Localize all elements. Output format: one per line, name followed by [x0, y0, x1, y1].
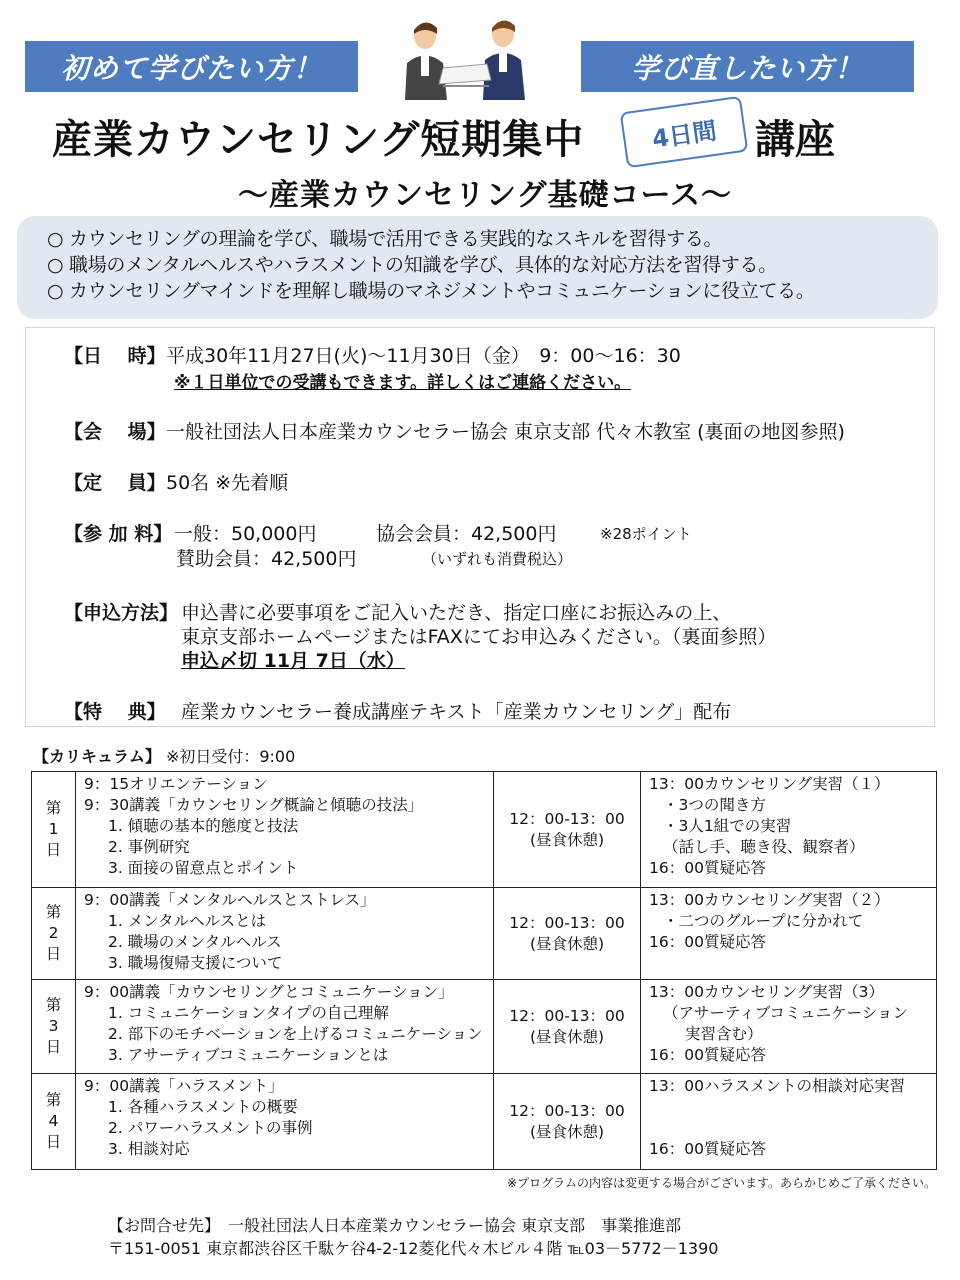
bonus-value: 産業カウンセラー養成講座テキスト「産業カウンセリング」配布 [181, 701, 732, 723]
table-row [32, 772, 937, 888]
capacity-label: 【定 員】 [64, 472, 166, 494]
schedule-line: 2. 事例研究 [108, 838, 190, 856]
schedule-line: 3. アサーティブコミュニケーションとは [108, 1046, 389, 1064]
venue-label: 【会 場】 [64, 421, 166, 443]
schedule-line: 16：00質疑応答 [649, 1140, 766, 1158]
table-row [32, 888, 937, 980]
lunch-time: 12：00-13：00 [509, 913, 625, 932]
morning-cell [76, 772, 494, 888]
curriculum-table [31, 771, 937, 1170]
schedule-line: 9：00講義「メンタルヘルスとストレス」 [84, 891, 376, 909]
lunch-cell [494, 1074, 641, 1170]
fee-points: ※28ポイント [600, 525, 692, 543]
day-text: 日 [45, 841, 62, 859]
date-note: ※１日単位での受講もできます。詳しくはご連絡ください。 [174, 373, 632, 393]
banner-left: 初めて学びたい方！ [25, 41, 358, 92]
day-text: 第 [45, 996, 62, 1014]
schedule-line: 13：00カウンセリング実習（２） [649, 891, 890, 909]
schedule-line: ・3人1組での実習 [663, 817, 792, 835]
curriculum-heading [33, 744, 295, 767]
info-box [25, 327, 935, 727]
apply-line2: 東京支部ホームページまたはFAXにてお申込みください。（裏面参照） [181, 626, 777, 648]
schedule-line: ・二つのグループに分かれて [663, 912, 864, 930]
schedule-line: ・3つの聞き方 [663, 796, 766, 814]
apply-label: 【申込方法】 [64, 602, 179, 624]
day-cell [32, 772, 76, 888]
afternoon-cell [641, 772, 937, 888]
schedule-line: （話し手、聴き役、観察者） [663, 838, 865, 856]
day-text: 1 [48, 820, 59, 838]
main-title: 産業カウンセリング短期集中 [52, 117, 585, 163]
curriculum-note: ※初日受付：9:00 [165, 747, 296, 766]
schedule-line: （アサーティブコミュニケーション [663, 1004, 909, 1022]
schedule-line: 13：00カウンセリング実習（１） [649, 775, 890, 793]
schedule-line: 13：00カウンセリング実習（3） [649, 983, 884, 1001]
fee-general: 一般：50,000円 [174, 523, 317, 545]
schedule-line: 13：00ハラスメントの相談対応実習 [649, 1077, 905, 1095]
day-text: 3 [48, 1017, 59, 1035]
lunch-time: 12：00-13：00 [509, 809, 625, 828]
schedule-line: 9：00講義「カウンセリングとコミュニケーション」 [84, 983, 454, 1001]
schedule-line: 1. メンタルヘルスとは [108, 912, 267, 930]
contact-line2: 〒151-0051 東京都渋谷区千駄ケ谷4-2-12菱化代々木ビル４階 ℡03－5772－1390 [108, 1239, 719, 1258]
goal-item: ○ 職場のメンタルヘルスやハラスメントの知識を学び、具体的な対応方法を習得する。 [47, 254, 777, 276]
spacer [649, 1097, 928, 1118]
morning-cell [76, 888, 494, 980]
schedule-line: 3. 職場復帰支援について [108, 954, 283, 972]
day-text: 第 [45, 1091, 62, 1109]
day-text: 日 [45, 1133, 62, 1151]
day-text: 4 [48, 1112, 59, 1130]
schedule-line: 2. 部下のモチベーションを上げるコミュニケーション [108, 1025, 483, 1043]
schedule-line: 1. 各種ハラスメントの概要 [108, 1098, 298, 1116]
schedule-line: 1. コミュニケーションタイプの自己理解 [108, 1004, 389, 1022]
goal-item: ○ カウンセリングの理論を学び、職場で活用できる実践的なスキルを習得する。 [47, 228, 723, 250]
lunch-label: (昼食休憩) [529, 830, 605, 849]
day-text: 日 [45, 945, 62, 963]
schedule-line: 2. 職場のメンタルヘルス [108, 933, 282, 951]
date-value: 平成30年11月27日(火)～11月30日（金） 9：00～16：30 [166, 345, 681, 367]
contact-line1: 【お問合せ先】 一般社団法人日本産業カウンセラー協会 東京支部 事業推進部 [108, 1216, 682, 1235]
lunch-time: 12：00-13：00 [509, 1006, 625, 1025]
schedule-line: 2. パワーハラスメントの事例 [108, 1119, 313, 1137]
capacity-value: 50名 ※先着順 [166, 472, 289, 494]
afternoon-cell [641, 888, 937, 980]
curriculum-title: 【カリキュラム】 [33, 747, 161, 766]
duration-badge: 4日間 [620, 96, 749, 168]
schedule-line: 16：00質疑応答 [649, 859, 766, 877]
schedule-line: 1. 傾聴の基本的態度と技法 [108, 817, 299, 835]
schedule-line: 3. 相談対応 [108, 1140, 190, 1158]
goal-item: ○ カウンセリングマインドを理解し職場のマネジメントやコミュニケーションに役立てる。 [47, 280, 815, 302]
apply-line1: 申込書に必要事項をご記入いただき、指定口座にお振込みの上、 [181, 602, 732, 624]
date-label: 【日 時】 [64, 345, 166, 367]
fee-supporter: 賛助会員：42,500円 [176, 548, 357, 570]
bonus-label: 【特 典】 [64, 701, 166, 723]
day-text: 2 [48, 924, 59, 942]
schedule-line: 実習含む） [685, 1025, 763, 1043]
fee-tax: （いずれも消費税込） [422, 550, 573, 568]
lunch-label: (昼食休憩) [529, 934, 605, 953]
afternoon-cell [641, 1074, 937, 1170]
schedule-line: 16：00質疑応答 [649, 1046, 766, 1064]
subtitle: ～産業カウンセリング基礎コース～ [238, 178, 732, 213]
lunch-cell [494, 888, 641, 980]
goals-box [17, 216, 938, 319]
day-cell [32, 888, 76, 980]
day-cell [32, 1074, 76, 1170]
day-text: 第 [45, 799, 62, 817]
schedule-line: 9：00講義「ハラスメント」 [84, 1077, 284, 1095]
schedule-line: 3. 面接の留意点とポイント [108, 859, 299, 877]
fee-label: 【参 加 料】 [64, 523, 173, 545]
venue-value: 一般社団法人日本産業カウンセラー協会 東京支部 代々木教室 (裏面の地図参照) [166, 421, 845, 443]
schedule-line: 9：15オリエンテーション [84, 775, 268, 793]
lunch-cell [494, 980, 641, 1074]
table-row [32, 980, 937, 1074]
morning-cell [76, 980, 494, 1074]
main-title-suffix: 講座 [755, 117, 835, 163]
day-cell [32, 980, 76, 1074]
table-row [32, 1074, 937, 1170]
lunch-cell [494, 772, 641, 888]
day-text: 日 [45, 1038, 62, 1056]
lunch-label: (昼食休憩) [529, 1122, 605, 1141]
banner-right: 学び直したい方！ [581, 41, 914, 92]
morning-cell [76, 1074, 494, 1170]
schedule-line: 16：00質疑応答 [649, 933, 766, 951]
lunch-time: 12：00-13：00 [509, 1101, 625, 1120]
schedule-line: 9：30講義「カウンセリング概論と傾聴の技法」 [84, 796, 424, 814]
spacer [649, 1118, 928, 1139]
apply-deadline: 申込〆切 11月 7日（水） [181, 650, 405, 672]
program-note: ※プログラムの内容は変更する場合がございます。あらかじめご了承ください。 [507, 1176, 936, 1190]
lunch-label: (昼食休憩) [529, 1027, 605, 1046]
fee-member: 協会会員：42,500円 [376, 523, 557, 545]
day-text: 第 [45, 903, 62, 921]
consultation-illustration [395, 8, 535, 100]
afternoon-cell [641, 980, 937, 1074]
